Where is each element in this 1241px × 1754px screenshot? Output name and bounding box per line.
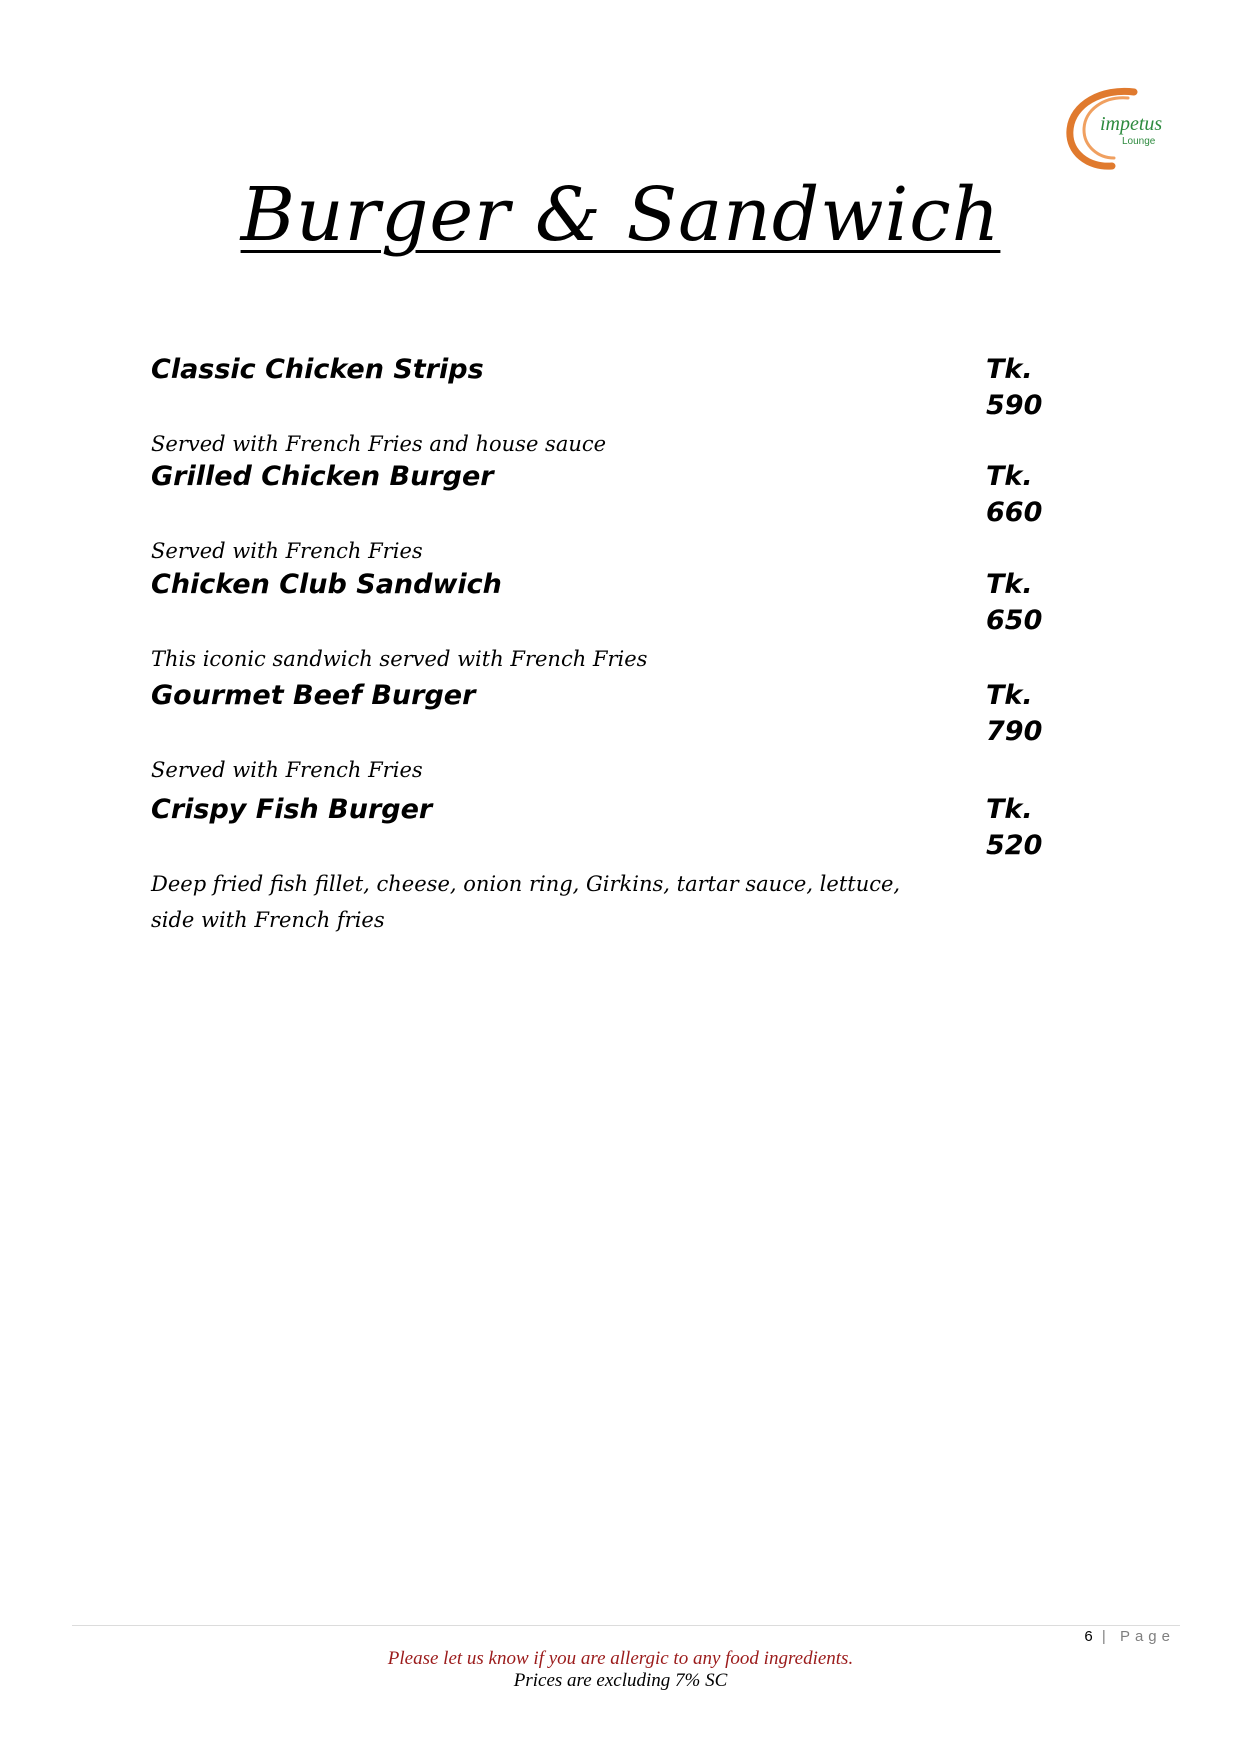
page-title: Burger & Sandwich [240, 172, 1001, 258]
logo-text: impetus [1100, 113, 1163, 135]
menu-item-description: This iconic sandwich served with French Fries [151, 647, 648, 671]
menu-item-description: Served with French Fries and house sauce [151, 432, 607, 456]
menu-item [151, 678, 1081, 788]
menu-item [151, 792, 1081, 938]
page-number: 6 | Page [1084, 1628, 1175, 1645]
logo-swirl-icon [1062, 86, 1168, 172]
allergy-note: Please let us know if you are allergic to any food ingredients. [387, 1648, 854, 1669]
logo [1062, 86, 1168, 172]
menu-item-price: Tk. 520 [986, 794, 1043, 861]
menu-item [151, 352, 1081, 462]
logo-subtext: Lounge [1122, 136, 1156, 147]
menu-item-description: Served with French Fries [151, 539, 423, 563]
menu-item-description: Deep fried fish fillet, cheese, onion ring, Girkins, tartar sauce, lettuce, side with French fries [151, 872, 901, 932]
menu-item-name: Classic Chicken Strips [151, 354, 484, 385]
menu-item-price: Tk. 590 [986, 354, 1043, 421]
menu-item-price: Tk. 650 [986, 569, 1043, 636]
footer-divider [72, 1625, 1180, 1626]
menu-item-name: Crispy Fish Burger [151, 794, 433, 825]
menu-item-description: Served with French Fries [151, 758, 423, 782]
menu-item-name: Chicken Club Sandwich [151, 569, 502, 600]
menu-item-name: Gourmet Beef Burger [151, 680, 476, 711]
menu-item [151, 459, 1081, 569]
menu-item-price: Tk. 790 [986, 680, 1043, 747]
menu-item-name: Grilled Chicken Burger [151, 461, 494, 492]
menu-item-price: Tk. 660 [986, 461, 1043, 528]
price-note: Prices are excluding 7% SC [513, 1670, 728, 1691]
menu-item [151, 567, 1081, 677]
